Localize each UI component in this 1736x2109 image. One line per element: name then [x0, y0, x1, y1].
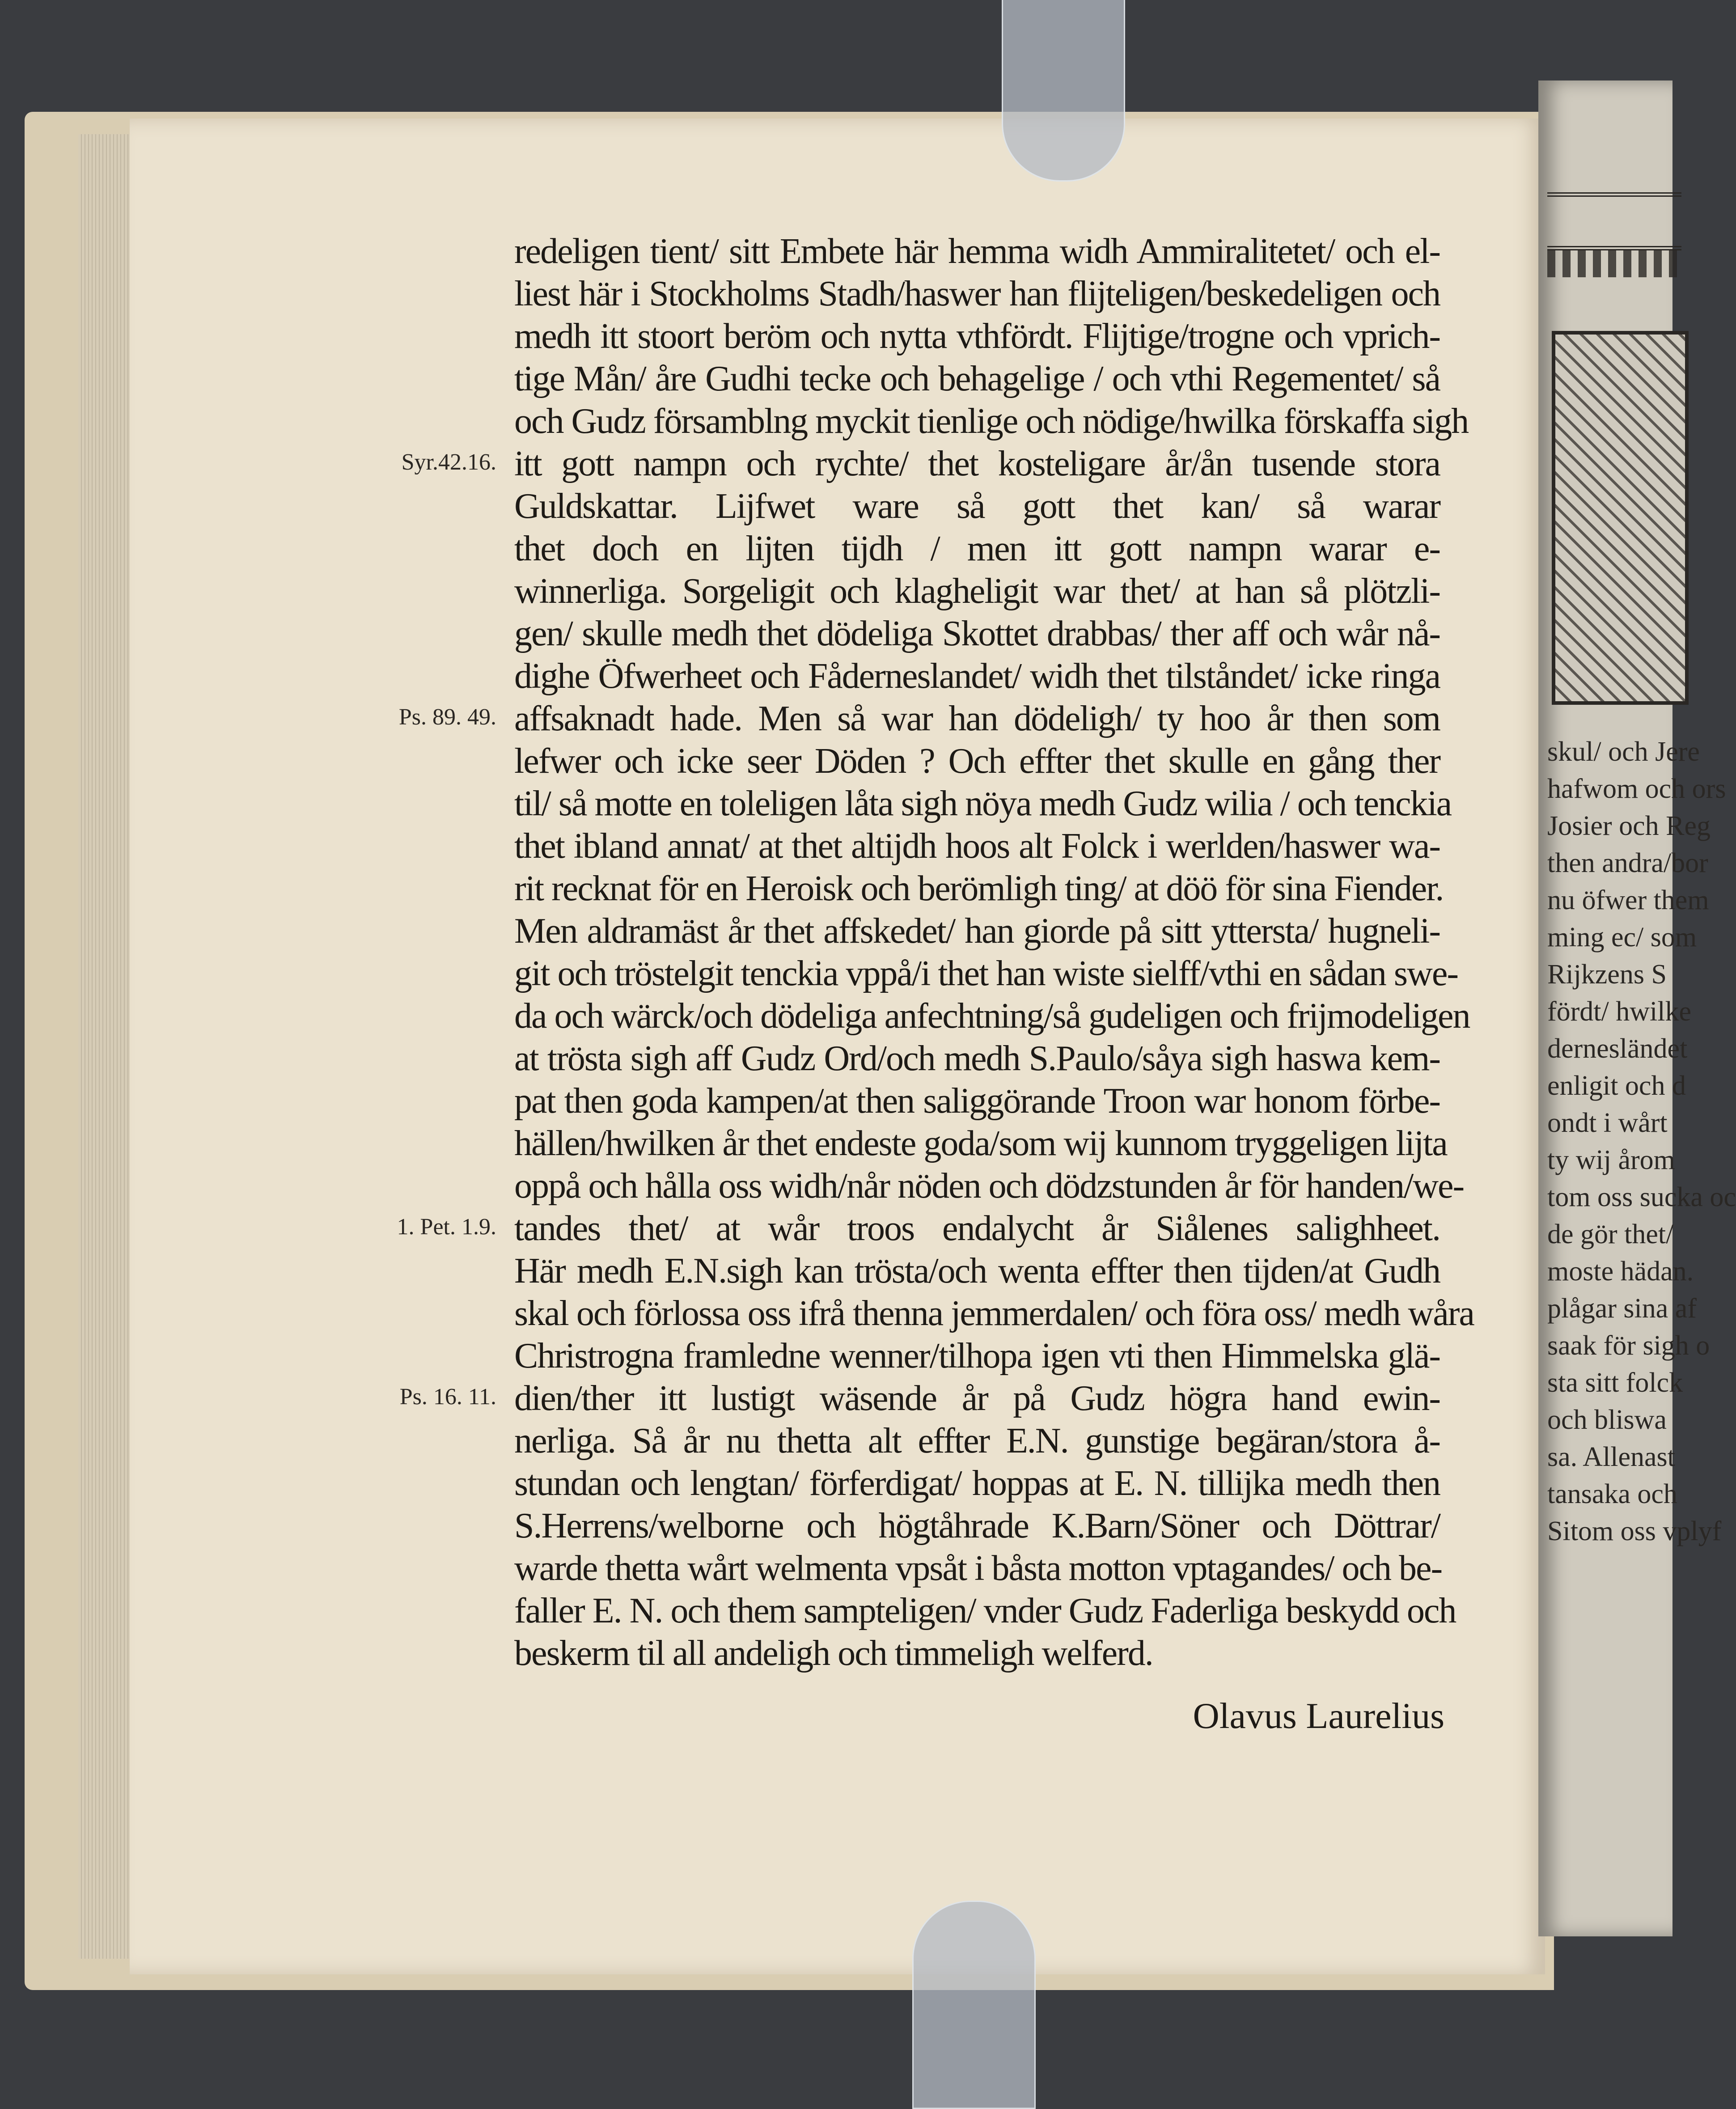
page-edges	[78, 134, 132, 1959]
right-page-line: Josier och Reg	[1547, 811, 1711, 841]
text-line: och Gudz församblng myckit tienlige och nödige/hwilka förskaffa sigh	[514, 402, 1469, 441]
right-page-line: fördt/ hwilke	[1547, 996, 1691, 1027]
right-page-line: ondt i wårt	[1547, 1108, 1668, 1138]
text-line: Guldskattar. Lijfwet ware så gott thet kan/ så warar	[514, 487, 1440, 526]
text-line: at trösta sigh aff Gudz Ord/och medh S.Paulo/såya sigh haswa kem-	[514, 1039, 1440, 1078]
ornamental-band	[1547, 250, 1681, 277]
text-line: lefwer och icke seer Döden ? Och effter thet skulle en gång ther	[514, 741, 1440, 781]
right-page-line: och bliswa	[1547, 1405, 1667, 1435]
text-line: gen/ skulle medh thet dödeliga Skottet drabbas/ ther aff och wår nå-	[514, 614, 1440, 653]
text-line: tige Mån/ åre Gudhi tecke och behagelige / och vthi Regementet/ så	[514, 359, 1440, 398]
right-page-line: de gör thet/	[1547, 1219, 1674, 1249]
text-line: pat then goda kampen/at then saliggörande Troon war honom förbe-	[514, 1081, 1440, 1121]
text-line: winnerliga. Sorgeligit och klagheligit war thet/ at han så plötzli-	[514, 572, 1440, 611]
text-line: til/ så motte en toleligen låta sigh nöya medh Gudz wilia / och tenckia	[514, 784, 1452, 823]
text-line: liest här i Stockholms Stadh/haswer han flijteligen/beskedeligen och	[514, 274, 1440, 313]
text-line: oppå och hålla oss widh/når nöden och dödzstunden år för handen/we-	[514, 1166, 1464, 1206]
margin-note: Ps. 89. 49.	[398, 704, 496, 730]
text-line: nerliga. Så år nu thetta alt effter E.N. gunstige begäran/stora å-	[514, 1421, 1440, 1461]
text-line: warde thetta wårt welmenta vpsåt i båsta motton vptagandes/ och be-	[514, 1549, 1442, 1588]
text-line: faller E. N. och them sampteligen/ vnder Gudz Faderliga beskydd och	[514, 1591, 1456, 1630]
main-text	[514, 230, 1474, 1675]
right-page-line: Rijkzens S	[1547, 959, 1667, 990]
right-page-line: sa. Allenast	[1547, 1442, 1675, 1472]
right-page-line: nu öfwer them	[1547, 885, 1709, 915]
text-line: thet doch en lijten tijdh / men itt gott nampn warar e-	[514, 529, 1440, 568]
text-line: thet ibland annat/ at thet altijdh hoos alt Folck i werlden/haswer wa-	[514, 826, 1440, 866]
ornamental-border	[1547, 192, 1681, 250]
right-page-line: saak för sigh o	[1547, 1330, 1710, 1361]
margin-note: Ps. 16. 11.	[399, 1384, 496, 1410]
right-page-line: then andra/bor	[1547, 848, 1708, 878]
right-page	[1538, 80, 1736, 1936]
text-line: medh itt stoort beröm och nytta vthfördt. Flijtige/trogne och vprich-	[514, 317, 1440, 356]
decorated-initial	[1552, 331, 1689, 705]
right-page-line: dernesländet	[1547, 1033, 1688, 1064]
text-line: rit recknat för en Heroisk och berömligh ting/ at döö för sina Fiender.	[514, 869, 1444, 908]
right-page-line: enligit och d	[1547, 1071, 1686, 1101]
text-line: dighe Öfwerheet och Fåderneslandet/ widh thet tilståndet/ icke ringa	[514, 656, 1440, 696]
signature: Olavus Laurelius	[1193, 1695, 1444, 1736]
text-line: Men aldramäst år thet affskedet/ han giorde på sitt yttersta/ hugneli-	[514, 911, 1440, 951]
right-page-line: hafwom och ors	[1547, 774, 1726, 804]
page-clip-bottom	[912, 1901, 1036, 2109]
text-line: beskerm til all andeligh och timmeligh welferd.	[514, 1634, 1153, 1673]
right-page-line: tansaka och	[1547, 1479, 1677, 1509]
text-line: da och wärck/och dödeliga anfechtning/så gudeligen och frijmodeligen	[514, 996, 1470, 1036]
right-page-line: ming ec/ som	[1547, 922, 1697, 953]
text-line: affsaknadt hade. Men så war han dödeligh/ ty hoo år then som	[514, 699, 1440, 738]
right-page-line: tom oss sucka oc	[1547, 1182, 1736, 1212]
text-line: tandes thet/ at wår troos endalycht år Siålenes salighheet.	[514, 1209, 1440, 1248]
margin-note: 1. Pet. 1.9.	[397, 1214, 496, 1240]
right-page-line: ty wij årom	[1547, 1145, 1675, 1175]
text-line: hällen/hwilken år thet endeste goda/som wij kunnom tryggeligen lijta	[514, 1124, 1447, 1163]
text-line: skal och förlossa oss ifrå thenna jemmerdalen/ och föra oss/ medh wåra	[514, 1294, 1474, 1333]
text-line: itt gott nampn och rychte/ thet kosteligare år/ån tusende stora	[514, 444, 1440, 483]
text-line: S.Herrens/welborne och högtåhrade K.Barn/Söner och Döttrar/	[514, 1506, 1440, 1546]
text-line: dien/ther itt lustigt wäsende år på Gudz högra hand ewin-	[514, 1379, 1440, 1418]
right-page-line: Sitom oss vplyf	[1547, 1516, 1722, 1546]
page-clip-top	[1002, 0, 1125, 182]
right-page-text	[1547, 733, 1736, 1550]
text-line: redeligen tient/ sitt Embete här hemma widh Ammiralitetet/ och el-	[514, 232, 1440, 271]
text-line: stundan och lengtan/ förferdigat/ hoppas at E. N. tillijka medh then	[514, 1464, 1440, 1503]
text-line: Christrogna framledne wenner/tilhopa igen vti then Himmelska glä-	[514, 1336, 1440, 1376]
text-line: git och tröstelgit tenckia vppå/i thet han wiste sielff/vthi en sådan swe-	[514, 954, 1458, 993]
right-page-line: skul/ och Jere	[1547, 737, 1700, 767]
text-line: Här medh E.N.sigh kan trösta/och wenta effter then tijden/at Gudh	[514, 1251, 1440, 1291]
right-page-line: moste hädan.	[1547, 1256, 1694, 1287]
right-page-line: sta sitt folck	[1547, 1368, 1683, 1398]
right-page-line: plågar sina af	[1547, 1293, 1697, 1324]
margin-note: Syr.42.16.	[401, 449, 496, 475]
